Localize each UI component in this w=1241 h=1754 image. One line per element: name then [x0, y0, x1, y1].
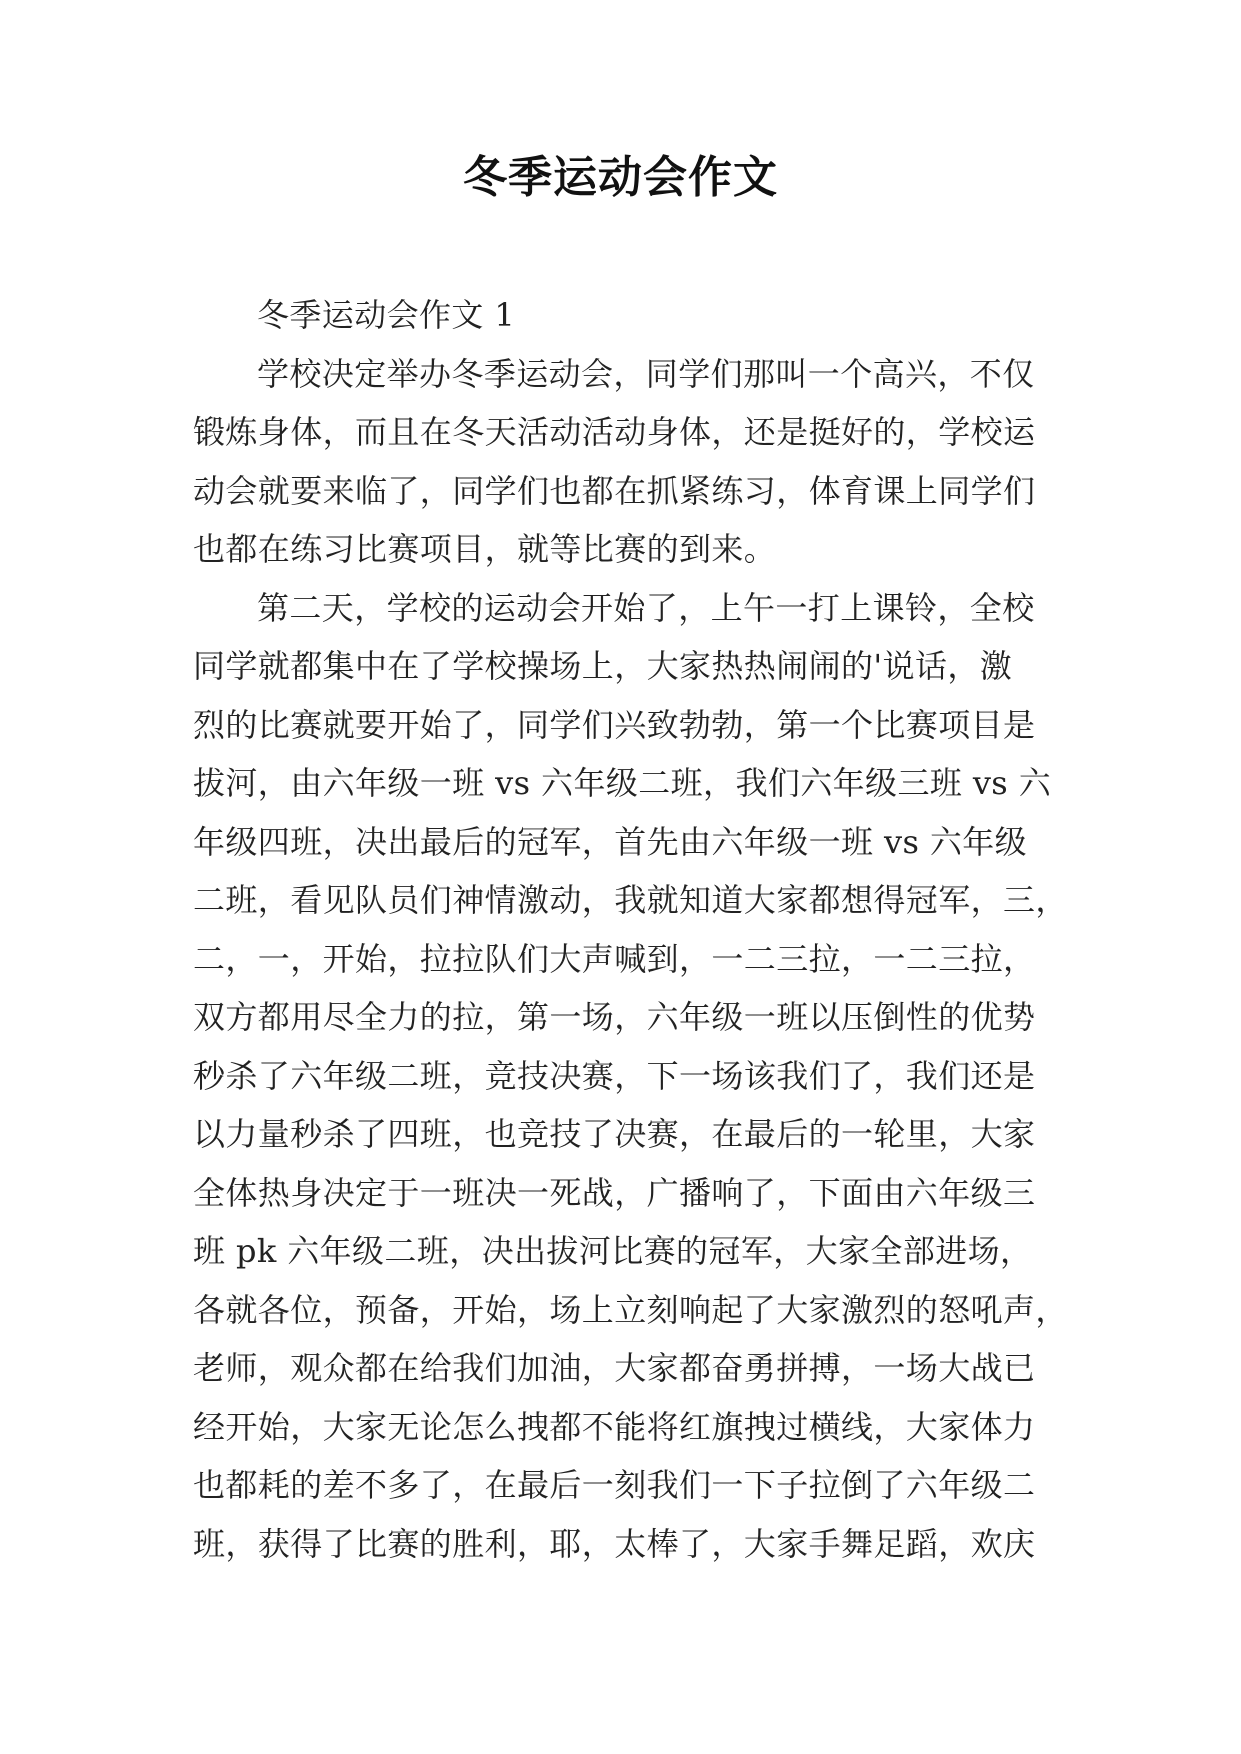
document-title: 冬季运动会作文: [463, 152, 778, 203]
paragraph-line: 各就各位，预备，开始，场上立刻响起了大家激烈的怒吼声，: [193, 1290, 1068, 1329]
paragraph-line: 秒杀了六年级二班，竞技决赛，下一场该我们了，我们还是: [193, 1056, 1036, 1095]
document-body: [193, 286, 1068, 1573]
paragraph-line: 拔河，由六年级一班 vs 六年级二班，我们六年级三班 vs 六: [193, 764, 1052, 802]
paragraph-line: 二班，看见队员们神情激动，我就知道大家都想得冠军，三，: [193, 881, 1068, 919]
section-heading: 冬季运动会作文 1: [257, 296, 516, 334]
paragraph-line: 年级四班，决出最后的冠军，首先由六年级一班 vs 六年级: [193, 822, 1028, 861]
paragraph-line: 班，获得了比赛的胜利，耶，太棒了，大家手舞足蹈，欢庆: [193, 1524, 1036, 1563]
paragraph-line: 经开始，大家无论怎么拽都不能将红旗拽过横线，大家体力: [193, 1407, 1036, 1446]
paragraph-line: 以力量秒杀了四班，也竞技了决赛，在最后的一轮里，大家: [193, 1115, 1036, 1153]
paragraph-line: 锻炼身体，而且在冬天活动活动身体，还是挺好的，学校运: [193, 413, 1036, 451]
paragraph-2: [193, 579, 1068, 1574]
paragraph-line: 二，一，开始，拉拉队们大声喊到，一二三拉，一二三拉，: [193, 939, 1036, 978]
paragraph-line: 同学就都集中在了学校操场上，大家热热闹闹的'说话，激: [193, 647, 1013, 685]
paragraph-line: 也都耗的差不多了，在最后一刻我们一下子拉倒了六年级二: [193, 1466, 1036, 1504]
paragraph-line: 老师，观众都在给我们加油，大家都奋勇拼搏，一场大战已: [193, 1349, 1036, 1387]
paragraph-1: [193, 345, 1053, 579]
paragraph-line: 班 pk 六年级二班，决出拔河比赛的冠军，大家全部进场，: [193, 1232, 1033, 1270]
paragraph-line: 学校决定举办冬季运动会，同学们那叫一个高兴，不仅: [257, 354, 1035, 393]
paragraph-line: 双方都用尽全力的拉，第一场，六年级一班以压倒性的优势: [193, 998, 1036, 1036]
paragraph-line: 动会就要来临了，同学们也都在抓紧练习，体育课上同学们: [193, 471, 1036, 510]
paragraph-line: 全体热身决定于一班决一死战，广播响了，下面由六年级三: [193, 1173, 1036, 1212]
paragraph-line: 烈的比赛就要开始了，同学们兴致勃勃，第一个比赛项目是: [193, 705, 1036, 744]
paragraph-line: 也都在练习比赛项目，就等比赛的到来。: [193, 530, 777, 568]
paragraph-line: 第二天，学校的运动会开始了，上午一打上课铃，全校: [257, 588, 1035, 627]
